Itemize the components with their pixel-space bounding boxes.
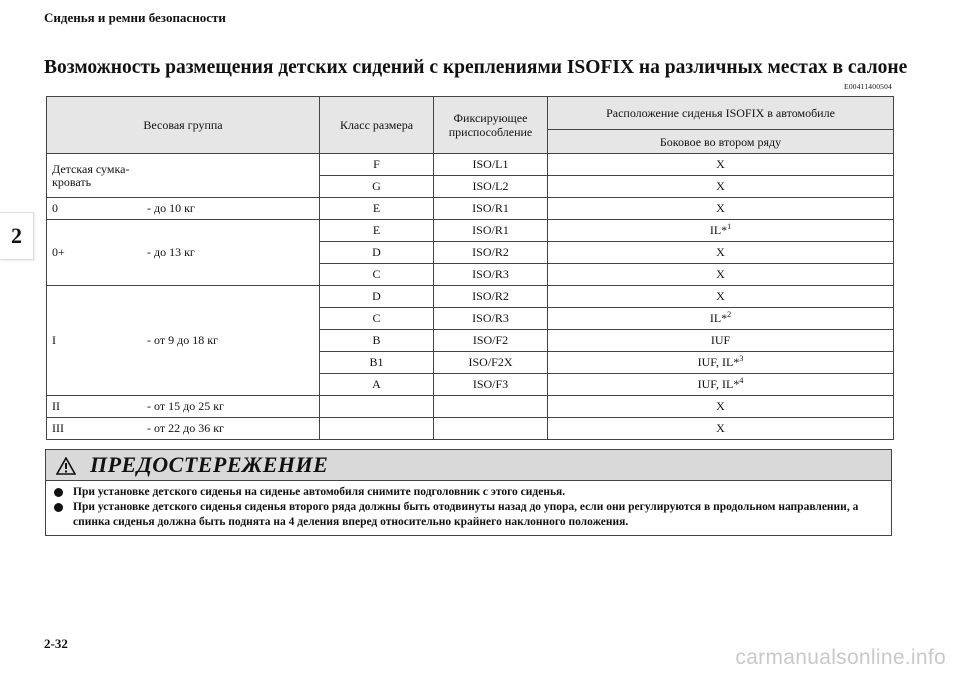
weight-group-range: - от 9 до 18 кг [147,333,218,347]
size-class-cell: C [320,264,434,286]
weight-group-name: 0 [52,201,58,215]
size-class-cell: D [320,242,434,264]
table-row [47,198,894,220]
header-size-class: Класс размера [320,97,434,154]
weight-group-name: I [52,333,56,347]
location-value-cell [548,176,894,198]
location-value: X [716,179,725,193]
header-location: Расположение сиденья ISOFIX в автомобиле [548,97,894,130]
weight-group-range: - до 13 кг [147,245,195,259]
header-location-sub: Боковое во втором ряду [548,130,894,154]
bullet-icon [54,503,63,512]
location-value: X [716,267,725,281]
location-value: IL* [709,223,728,237]
location-value: IUF, IL* [697,355,740,369]
location-value: X [716,201,725,215]
weight-group-cell [47,396,320,418]
watermark: carmanualsonline.info [735,646,946,669]
fixture-cell: ISO/R3 [434,264,548,286]
table-row [47,396,894,418]
weight-group-name: 0+ [52,245,65,259]
footnote-marker: 3 [739,354,744,363]
size-class-cell: A [320,374,434,396]
table-row [47,220,894,242]
size-class-cell: E [320,198,434,220]
size-class-cell: C [320,308,434,330]
location-value: X [716,157,725,171]
warning-item [54,500,883,530]
weight-group-cell [47,198,320,220]
location-value-cell [548,154,894,176]
location-value-cell [548,418,894,440]
location-value: X [716,399,725,413]
footnote-marker: 2 [727,310,732,319]
running-header: Сиденья и ремни безопасности [44,10,226,25]
warning-triangle-icon [56,455,76,475]
fixture-cell: ISO/R1 [434,198,548,220]
weight-group-range: - от 22 до 36 кг [147,421,224,435]
warning-box [45,449,892,536]
page-number: 2-32 [44,636,68,651]
header-fixture: Фиксирующее приспособление [434,97,548,154]
location-value: X [716,289,725,303]
table-row [47,286,894,308]
location-value-cell [548,220,894,242]
fixture-cell: ISO/L2 [434,176,548,198]
weight-group-name: Детская сумка-кровать [52,161,130,189]
location-value-cell [548,198,894,220]
location-value: IL* [709,311,728,325]
fixture-cell [434,396,548,418]
location-value: X [716,245,725,259]
footnote-marker: 1 [727,222,732,231]
location-value-cell [548,308,894,330]
location-value-cell [548,330,894,352]
weight-group-cell [47,154,320,198]
header-weight-group: Весовая группа [47,97,320,154]
size-class-cell [320,396,434,418]
fixture-cell: ISO/R3 [434,308,548,330]
page-title: Возможность размещения детских сидений с креплениями ISOFIX на различных местах в салоне [44,57,908,78]
isofix-table [46,96,894,440]
document-code: E00411400504 [844,82,892,91]
bullet-icon [54,488,63,497]
location-value: X [716,421,725,435]
fixture-cell: ISO/R1 [434,220,548,242]
weight-group-range: - до 10 кг [147,201,195,215]
size-class-cell [320,418,434,440]
location-value-cell [548,352,894,374]
warning-title: ПРЕДОСТЕРЕЖЕНИЕ [90,452,329,477]
size-class-cell: F [320,154,434,176]
weight-group-name: III [52,421,64,435]
warning-item-text: При установке детского сиденья на сиденье автомобиля снимите подголовник с этого сиденья. [73,486,566,498]
size-class-cell: B1 [320,352,434,374]
footnote-marker: 4 [739,376,744,385]
fixture-cell: ISO/R2 [434,242,548,264]
location-value: IUF, IL* [697,377,740,391]
weight-group-name: II [52,399,60,413]
location-value-cell [548,286,894,308]
fixture-cell: ISO/L1 [434,154,548,176]
fixture-cell [434,418,548,440]
location-value-cell [548,396,894,418]
warning-body [46,481,891,535]
weight-group-cell [47,286,320,396]
location-value-cell [548,242,894,264]
fixture-cell: ISO/F2 [434,330,548,352]
table-body [47,154,894,440]
size-class-cell: G [320,176,434,198]
weight-group-range: - от 15 до 25 кг [147,399,224,413]
size-class-cell: E [320,220,434,242]
location-value-cell [548,264,894,286]
weight-group-cell [47,418,320,440]
weight-group-cell [47,220,320,286]
size-class-cell: D [320,286,434,308]
chapter-tab[interactable]: 2 [0,212,34,260]
fixture-cell: ISO/F2X [434,352,548,374]
location-value: IUF [710,333,731,347]
table-row [47,418,894,440]
table-row [47,154,894,176]
fixture-cell: ISO/F3 [434,374,548,396]
size-class-cell: B [320,330,434,352]
warning-header [46,450,891,481]
fixture-cell: ISO/R2 [434,286,548,308]
warning-item-text: При установке детского сиденья сиденья второго ряда должны быть отодвинуты назад до упора, если они регулируются в продольном направлении, а спинка сиденья должна быть поднята на 4 деления вперед относительно крайнего наклонного положения. [73,501,859,528]
warning-item [54,485,883,500]
location-value-cell [548,374,894,396]
